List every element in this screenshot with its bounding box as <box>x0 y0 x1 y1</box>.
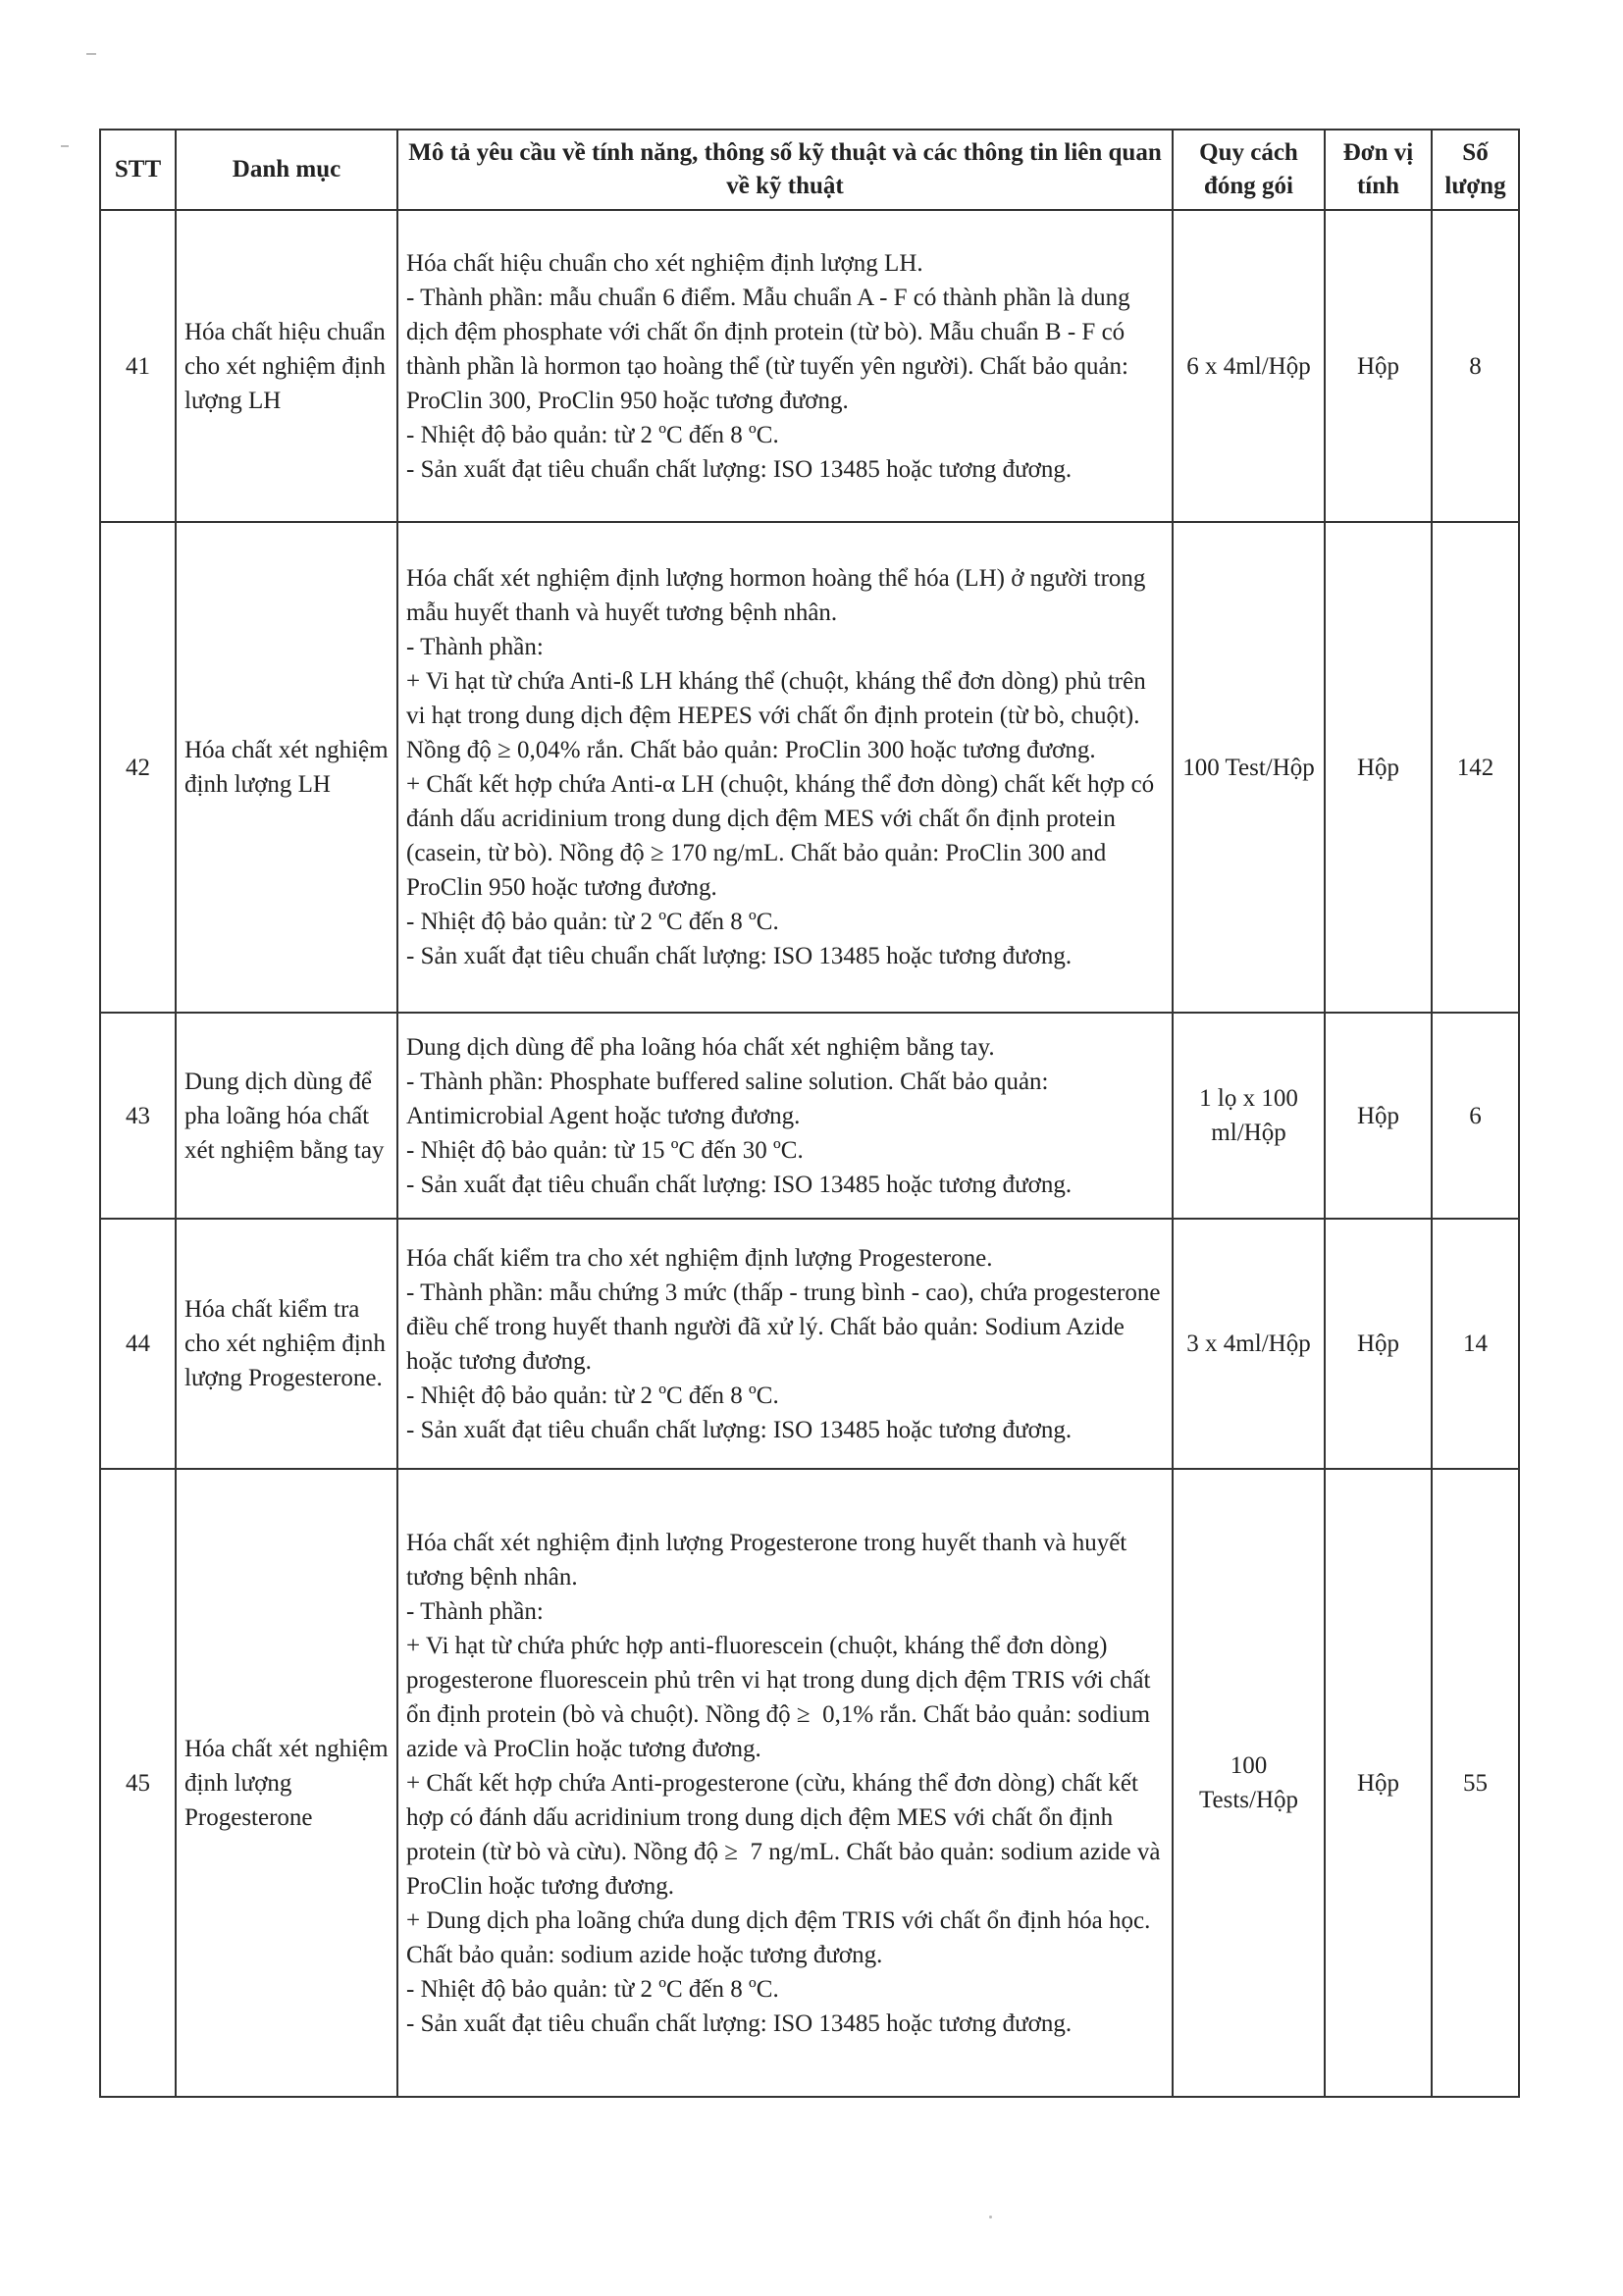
row-description <box>397 210 1173 522</box>
description-line: Hóa chất kiểm tra cho xét nghiệm định lượng Progesterone. <box>406 1244 993 1272</box>
row-quantity: 14 <box>1432 1219 1519 1469</box>
description-line: + Chất kết hợp chứa Anti-progesterone (cừu, kháng thể đơn dòng) chất kết hợp có đánh dấu acridinium trong dung dịch đệm MES với chất ổn định protein (từ bò và cừu). Nồng độ ≥ 7 ng/mL. Chất bảo quản: sodium azide và ProClin hoặc tương đương. <box>406 1769 1167 1900</box>
description-line: - Nhiệt độ bảo quản: từ 2 ºC đến 8 ºC. <box>406 1975 779 2003</box>
description-line: - Nhiệt độ bảo quản: từ 15 ºC đến 30 ºC. <box>406 1136 804 1164</box>
table-header-row <box>100 130 1519 210</box>
row-unit: Hộp <box>1325 210 1432 522</box>
description-line: Hóa chất xét nghiệm định lượng Progesterone trong huyết thanh và huyết tương bệnh nhân. <box>406 1529 1133 1591</box>
row-description <box>397 1469 1173 2097</box>
description-line: + Dung dịch pha loãng chứa dung dịch đệm TRIS với chất ổn định hóa học. Chất bảo quản: sodium azide hoặc tương đương. <box>406 1906 1157 1968</box>
header-description: Mô tả yêu cầu về tính năng, thông số kỹ thuật và các thông tin liên quan về kỹ thuật <box>397 130 1173 210</box>
description-line: - Sản xuất đạt tiêu chuẩn chất lượng: ISO 13485 hoặc tương đương. <box>406 455 1073 483</box>
row-category: Hóa chất xét nghiệm định lượng LH <box>176 522 397 1013</box>
description-line: - Nhiệt độ bảo quản: từ 2 ºC đến 8 ºC. <box>406 1382 779 1409</box>
scan-dot <box>989 2216 992 2218</box>
table-row <box>100 1013 1519 1219</box>
row-unit: Hộp <box>1325 1469 1432 2097</box>
row-packaging: 3 x 4ml/Hộp <box>1173 1219 1325 1469</box>
description-line: Dung dịch dùng để pha loãng hóa chất xét nghiệm bằng tay. <box>406 1033 995 1061</box>
row-stt: 41 <box>100 210 176 522</box>
description-line: - Nhiệt độ bảo quản: từ 2 ºC đến 8 ºC. <box>406 909 779 935</box>
table-row <box>100 1219 1519 1469</box>
row-category: Dung dịch dùng để pha loãng hóa chất xét nghiệm bằng tay <box>176 1013 397 1219</box>
header-unit: Đơn vị tính <box>1325 130 1432 210</box>
description-line: - Sản xuất đạt tiêu chuẩn chất lượng: ISO 13485 hoặc tương đương. <box>406 2009 1073 2037</box>
row-description <box>397 1013 1173 1219</box>
header-category: Danh mục <box>176 130 397 210</box>
scan-mark <box>86 53 96 55</box>
description-line: - Nhiệt độ bảo quản: từ 2 ºC đến 8 ºC. <box>406 421 779 448</box>
description-line: - Thành phần: mẫu chuẩn 6 điểm. Mẫu chuẩn A - F có thành phần là dung dịch đệm phosphate với chất ổn định protein (từ bò). Mẫu chuẩn B - F có thành phần là hormon tạo hoàng thể (từ tuyến yên người). Chất bảo quản: ProClin 300, ProClin 950 hoặc tương đương. <box>406 284 1136 414</box>
row-unit: Hộp <box>1325 522 1432 1013</box>
description-line: + Vi hạt từ chứa Anti-ß LH kháng thể (chuột, kháng thể đơn dòng) phủ trên vi hạt trong dung dịch đệm HEPES với chất ổn định protein (từ bò, chuột). Nồng độ ≥ 0,04% rắn. Chất bảo quản: ProClin 300 hoặc tương đương. <box>406 668 1152 763</box>
description-line: - Thành phần: mẫu chứng 3 mức (thấp - trung bình - cao), chứa progesterone điều chế trong huyết thanh người đã xử lý. Chất bảo quản: Sodium Azide hoặc tương đương. <box>406 1278 1167 1375</box>
description-line: Hóa chất xét nghiệm định lượng hormon hoàng thể hóa (LH) ở người trong mẫu huyết thanh và huyết tương bệnh nhân. <box>406 565 1152 626</box>
header-packaging: Quy cách đóng gói <box>1173 130 1325 210</box>
description-line: - Thành phần: <box>406 634 544 660</box>
row-quantity: 8 <box>1432 210 1519 522</box>
table-row <box>100 522 1519 1013</box>
row-packaging: 6 x 4ml/Hộp <box>1173 210 1325 522</box>
description-line: - Sản xuất đạt tiêu chuẩn chất lượng: ISO 13485 hoặc tương đương. <box>406 1171 1073 1198</box>
description-line: + Chất kết hợp chứa Anti-α LH (chuột, kháng thể đơn dòng) chất kết hợp có đánh dấu acridinium trong dung dịch đệm MES với chất ổn định protein (casein, từ bò). Nồng độ ≥ 170 ng/mL. Chất bảo quản: ProClin 300 and ProClin 950 hoặc tương đương. <box>406 771 1161 901</box>
table-row <box>100 210 1519 522</box>
row-quantity: 142 <box>1432 522 1519 1013</box>
row-description <box>397 1219 1173 1469</box>
header-quantity: Số lượng <box>1432 130 1519 210</box>
description-line: + Vi hạt từ chứa phức hợp anti-fluorescein (chuột, kháng thể đơn dòng) progesterone fluorescein phủ trên vi hạt trong dung dịch đệm TRIS với chất ổn định protein (bò và chuột). Nồng độ ≥ 0,1% rắn. Chất bảo quản: sodium azide và ProClin hoặc tương đương. <box>406 1632 1157 1762</box>
row-stt: 43 <box>100 1013 176 1219</box>
row-stt: 42 <box>100 522 176 1013</box>
specification-table <box>99 129 1520 2098</box>
scan-mark <box>61 145 69 147</box>
row-category: Hóa chất hiệu chuẩn cho xét nghiệm định lượng LH <box>176 210 397 522</box>
row-quantity: 6 <box>1432 1013 1519 1219</box>
row-packaging: 1 lọ x 100 ml/Hộp <box>1173 1013 1325 1219</box>
row-packaging: 100 Test/Hộp <box>1173 522 1325 1013</box>
row-stt: 44 <box>100 1219 176 1469</box>
description-line: - Sản xuất đạt tiêu chuẩn chất lượng: ISO 13485 hoặc tương đương. <box>406 1416 1073 1443</box>
header-stt: STT <box>100 130 176 210</box>
description-line: - Thành phần: <box>406 1597 544 1625</box>
row-category: Hóa chất xét nghiệm định lượng Progesterone <box>176 1469 397 2097</box>
description-line: Hóa chất hiệu chuẩn cho xét nghiệm định lượng LH. <box>406 249 923 277</box>
description-line: - Sản xuất đạt tiêu chuẩn chất lượng: ISO 13485 hoặc tương đương. <box>406 943 1073 969</box>
row-packaging: 100 Tests/Hộp <box>1173 1469 1325 2097</box>
row-quantity: 55 <box>1432 1469 1519 2097</box>
row-category: Hóa chất kiểm tra cho xét nghiệm định lượng Progesterone. <box>176 1219 397 1469</box>
row-description <box>397 522 1173 1013</box>
row-unit: Hộp <box>1325 1219 1432 1469</box>
table-row <box>100 1469 1519 2097</box>
row-stt: 45 <box>100 1469 176 2097</box>
row-unit: Hộp <box>1325 1013 1432 1219</box>
description-line: - Thành phần: Phosphate buffered saline solution. Chất bảo quản: Antimicrobial Agent hoặc tương đương. <box>406 1068 1054 1129</box>
